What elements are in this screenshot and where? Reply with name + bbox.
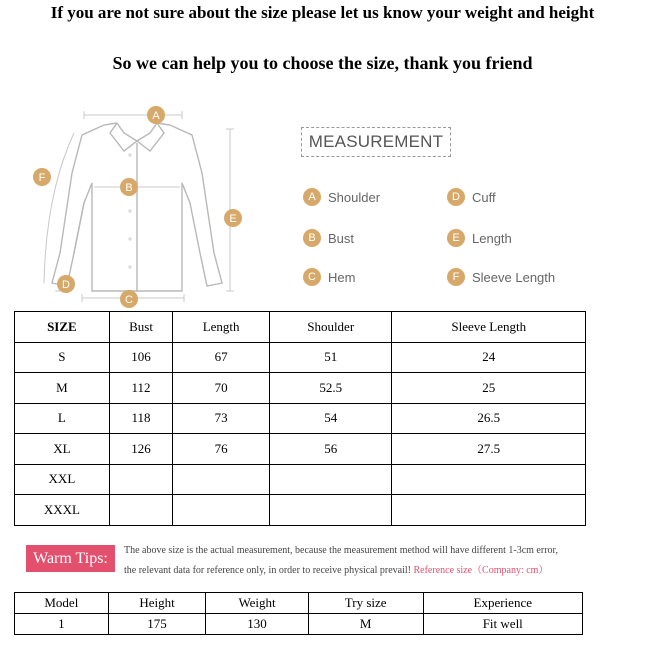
warm-tips-line1: The above size is the actual measurement, because the measurement method will have different 1-3cm error, xyxy=(124,545,558,556)
header-length: Length xyxy=(173,312,270,343)
header-height: Height xyxy=(108,593,206,614)
badge-e: E xyxy=(447,229,465,247)
table-cell xyxy=(269,495,392,526)
table-cell: Fit well xyxy=(423,614,582,635)
legend-hem xyxy=(303,268,355,286)
size-table-header-row xyxy=(15,312,586,343)
warm-tips-line2 xyxy=(124,561,548,576)
table-cell: 70 xyxy=(173,373,270,404)
shirt-label-b: B xyxy=(125,182,133,194)
shirt-label-d: D xyxy=(62,279,70,291)
table-cell: 52.5 xyxy=(269,373,392,404)
header-model: Model xyxy=(15,593,109,614)
table-cell: 73 xyxy=(173,403,270,434)
legend-label: Bust xyxy=(328,230,355,246)
table-cell: 112 xyxy=(109,373,172,404)
legend-label: Cuff xyxy=(472,189,496,205)
size-notice-line1: If you are not sure about the size please let us know your weight and height xyxy=(50,3,595,22)
table-cell xyxy=(173,464,270,495)
badge-c: C xyxy=(303,268,321,286)
badge-a: A xyxy=(303,188,321,206)
size-notice-line2: So we can help you to choose the size, thank you friend xyxy=(112,53,533,73)
table-cell xyxy=(392,495,586,526)
header-weight: Weight xyxy=(206,593,309,614)
warm-tips-line2-text: the relevant data for reference only, in order to receive physical prevail! xyxy=(124,565,411,576)
table-cell: 25 xyxy=(392,373,586,404)
table-row xyxy=(15,373,586,404)
table-cell: 26.5 xyxy=(392,403,586,434)
model-table-header-row xyxy=(15,593,583,614)
table-row xyxy=(15,434,586,465)
table-cell: 106 xyxy=(109,342,172,373)
legend-sleeve-length xyxy=(447,268,555,286)
table-row xyxy=(15,464,586,495)
table-cell: XXL xyxy=(15,464,110,495)
table-cell xyxy=(269,464,392,495)
model-table xyxy=(14,592,583,635)
table-cell: 27.5 xyxy=(392,434,586,465)
header-experience: Experience xyxy=(423,593,582,614)
shirt-label-c: C xyxy=(125,294,133,306)
table-cell: XL xyxy=(15,434,110,465)
table-cell: 67 xyxy=(173,342,270,373)
legend-length xyxy=(447,229,512,247)
reference-size-note: Reference size（Company: cm） xyxy=(413,565,549,576)
table-cell xyxy=(392,464,586,495)
legend-label: Sleeve Length xyxy=(472,269,556,285)
table-cell: 175 xyxy=(108,614,206,635)
legend-label: Shoulder xyxy=(328,189,381,205)
table-cell: 130 xyxy=(206,614,309,635)
table-cell: M xyxy=(15,373,110,404)
legend-label: Length xyxy=(472,230,512,246)
table-cell xyxy=(109,464,172,495)
table-cell: 51 xyxy=(269,342,392,373)
header-shoulder: Shoulder xyxy=(269,312,392,343)
shirt-label-f: F xyxy=(38,172,46,184)
badge-f: F xyxy=(447,268,465,286)
table-row xyxy=(15,342,586,373)
table-row xyxy=(15,614,583,635)
legend-label: Hem xyxy=(328,269,356,285)
table-cell: 56 xyxy=(269,434,392,465)
header-try-size: Try size xyxy=(308,593,423,614)
measurement-title: MEASUREMENT xyxy=(301,127,451,157)
table-cell: 1 xyxy=(15,614,109,635)
table-cell: 118 xyxy=(109,403,172,434)
table-cell xyxy=(109,495,172,526)
table-cell: L xyxy=(15,403,110,434)
header-size: SIZE xyxy=(15,312,110,343)
shirt-label-e: E xyxy=(229,213,237,225)
header-bust: Bust xyxy=(109,312,172,343)
badge-d: D xyxy=(447,188,465,206)
table-cell: S xyxy=(15,342,110,373)
table-cell: 126 xyxy=(109,434,172,465)
shirt-diagram xyxy=(22,103,262,313)
table-cell: 76 xyxy=(173,434,270,465)
table-row xyxy=(15,495,586,526)
table-row xyxy=(15,403,586,434)
table-cell xyxy=(173,495,270,526)
header-sleeve-length: Sleeve Length xyxy=(392,312,586,343)
size-chart-table xyxy=(14,311,586,526)
legend-cuff xyxy=(447,188,496,206)
shirt-label-a: A xyxy=(152,110,160,122)
warm-tips-label: Warm Tips: xyxy=(26,545,115,572)
table-cell: XXXL xyxy=(15,495,110,526)
badge-b: B xyxy=(303,229,321,247)
table-cell: 54 xyxy=(269,403,392,434)
table-cell: 24 xyxy=(392,342,586,373)
legend-shoulder xyxy=(303,188,380,206)
table-cell: M xyxy=(308,614,423,635)
legend-bust xyxy=(303,229,354,247)
